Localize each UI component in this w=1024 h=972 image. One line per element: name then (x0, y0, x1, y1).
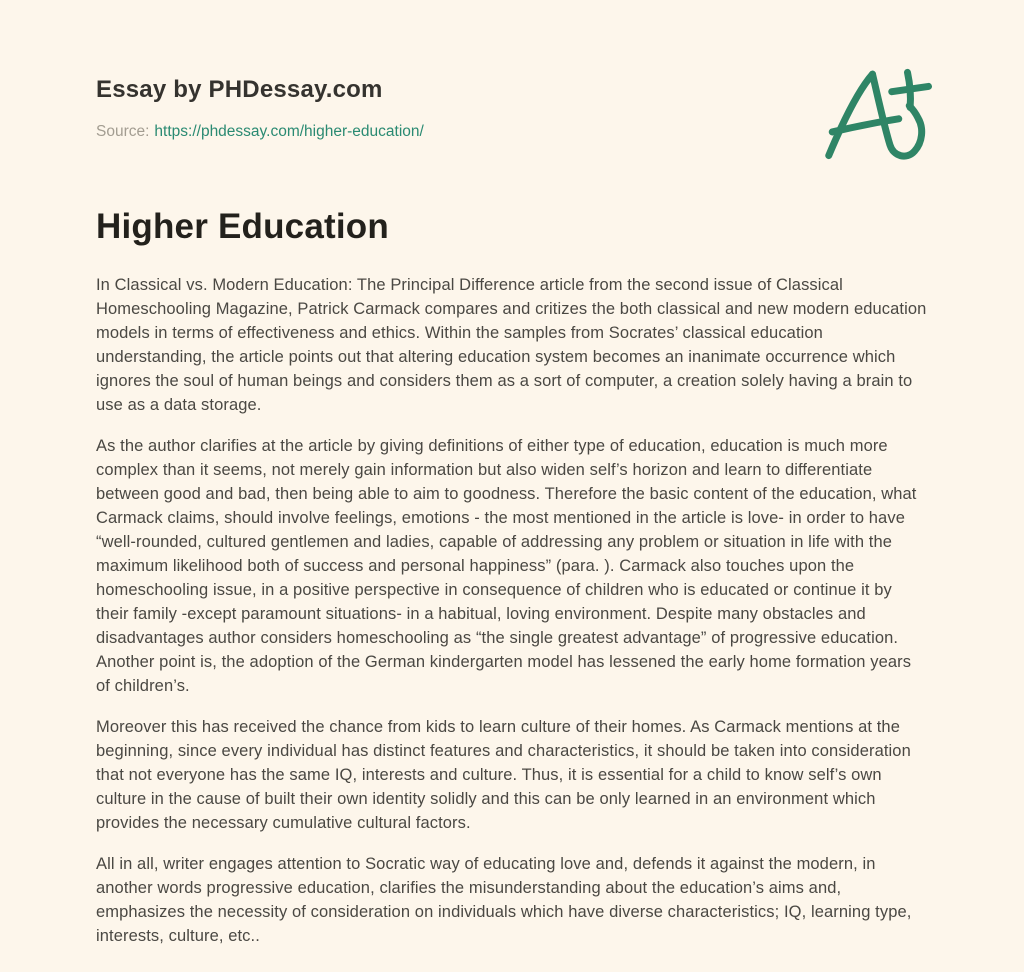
essay-paragraph-2: As the author clarifies at the article by giving definitions of either type of education, education is much more complex than it seems, not merely gain information but also widen self’s horizon and learn to differentiate between good and bad, then being able to aim to goodness. Therefore the basic content of the education, what Carmack claims, should involve feelings, emotions - the most mentioned in the article is love- in order to have “well-rounded, cultured gentlemen and ladies, capable of addressing any problem or situation in life with the maximum likelihood both of success and personal happiness” (para. ). Carmack also touches upon the homeschooling issue, in a positive perspective in consequence of children who is educated or continue it by their family -except paramount situations- in a habitual, loving environment. Despite many obstacles and disadvantages author considers homeschooling as “the single greatest advantage” of progressive education. Another point is, the adoption of the German kindergarten model has lessened the early home formation years of children’s. (96, 437, 917, 695)
source-link[interactable]: https://phdessay.com/higher-education/ (154, 123, 424, 140)
essay-paragraph-4: All in all, writer engages attention to Socratic way of educating love and, defends it against the modern, in another words progressive education, clarifies the misunderstanding about the education’s aims and, emphasizes the necessity of consideration on individuals which have diverse characteristics; IQ, learning type, interests, culture, etc.. (96, 855, 912, 945)
essay-body (96, 273, 929, 948)
header-text-block (96, 76, 424, 141)
essay-title: Higher Education (96, 207, 389, 246)
source-label: Source: (96, 123, 150, 140)
page-header (96, 76, 928, 141)
phdessay-a-plus-logo-icon (820, 62, 932, 166)
source-line (96, 123, 424, 141)
site-title: Essay by PHDessay.com (96, 76, 383, 103)
essay-paragraph-1: In Classical vs. Modern Education: The Principal Difference article from the second issue of Classical Homeschooling Magazine, Patrick Carmack compares and critizes the both classical and new modern education models in terms of effectiveness and ethics. Within the samples from Socrates’ classical education understanding, the article points out that altering education system becomes an inanimate occurrence which ignores the soul of human beings and considers them as a sort of computer, a creation solely having a brain to use as a data storage. (96, 276, 927, 414)
essay-paragraph-3: Moreover this has received the chance from kids to learn culture of their homes. As Carmack mentions at the beginning, since every individual has distinct features and characteristics, it should be taken into consideration that not everyone has the same IQ, interests and culture. Thus, it is essential for a child to know self’s own culture in the cause of built their own identity solidly and this can be only learned in an environment which provides the necessary cumulative cultural factors. (96, 718, 911, 832)
